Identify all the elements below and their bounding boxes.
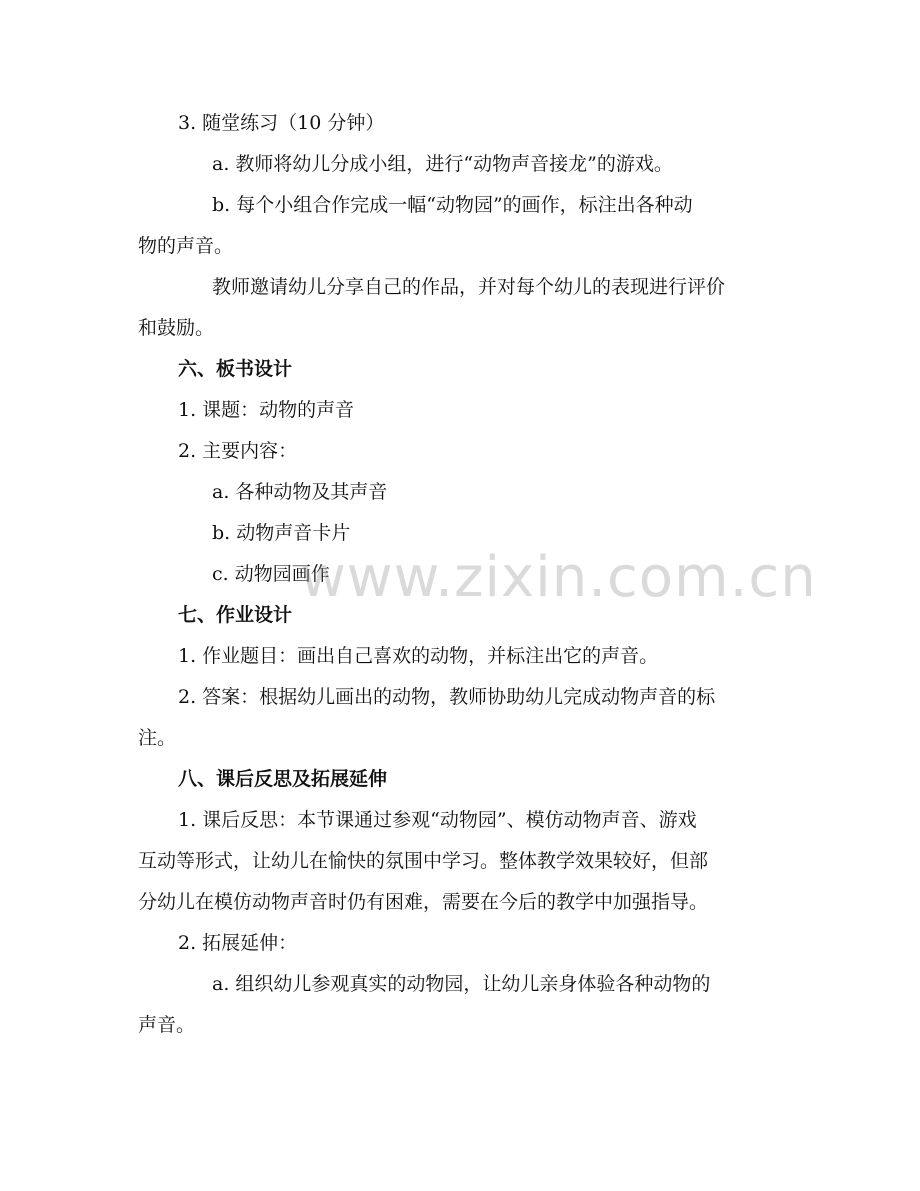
board-design-item-b: b. 动物声音卡片 bbox=[212, 522, 351, 544]
extension-item-2: 2. 拓展延伸： bbox=[178, 932, 298, 954]
extension-item-a-continued: 声音。 bbox=[138, 1014, 196, 1036]
reflection-item-1: 1. 课后反思：本节课通过参观“动物园”、模仿动物声音、游戏 bbox=[178, 809, 697, 831]
board-design-item-a: a. 各种动物及其声音 bbox=[212, 481, 388, 503]
homework-item-2: 2. 答案：根据幼儿画出的动物，教师协助幼儿完成动物声音的标 bbox=[178, 686, 716, 708]
teacher-invite-paragraph-continued: 和鼓励。 bbox=[138, 317, 215, 339]
homework-item-2-continued: 注。 bbox=[138, 727, 177, 749]
board-design-item-c: c. 动物园画作 bbox=[212, 563, 330, 585]
practice-item-3: 3. 随堂练习（10 分钟） bbox=[178, 112, 385, 134]
practice-item-b: b. 每个小组合作完成一幅“动物园”的画作，标注出各种动 bbox=[212, 194, 693, 216]
section-heading-reflection-extension: 八、课后反思及拓展延伸 bbox=[178, 768, 388, 790]
watermark: www.zixin.com.cn bbox=[300, 545, 817, 610]
reflection-item-1-continued-2: 分幼儿在模仿动物声音时仍有困难，需要在今后的教学中加强指导。 bbox=[138, 891, 709, 913]
board-design-item-1: 1. 课题：动物的声音 bbox=[178, 399, 355, 421]
reflection-item-1-continued-1: 互动等形式，让幼儿在愉快的氛围中学习。整体教学效果较好，但部 bbox=[138, 850, 709, 872]
section-heading-board-design: 六、板书设计 bbox=[178, 358, 293, 380]
practice-item-a: a. 教师将幼儿分成小组，进行“动物声音接龙”的游戏。 bbox=[212, 153, 673, 175]
section-heading-homework-design: 七、作业设计 bbox=[178, 604, 293, 626]
homework-item-1: 1. 作业题目：画出自己喜欢的动物，并标注出它的声音。 bbox=[178, 645, 659, 667]
practice-item-b-continued: 物的声音。 bbox=[138, 235, 234, 257]
extension-item-a: a. 组织幼儿参观真实的动物园，让幼儿亲身体验各种动物的 bbox=[212, 973, 711, 995]
board-design-item-2: 2. 主要内容： bbox=[178, 440, 298, 462]
teacher-invite-paragraph: 教师邀请幼儿分享自己的作品，并对每个幼儿的表现进行评价 bbox=[212, 276, 726, 298]
